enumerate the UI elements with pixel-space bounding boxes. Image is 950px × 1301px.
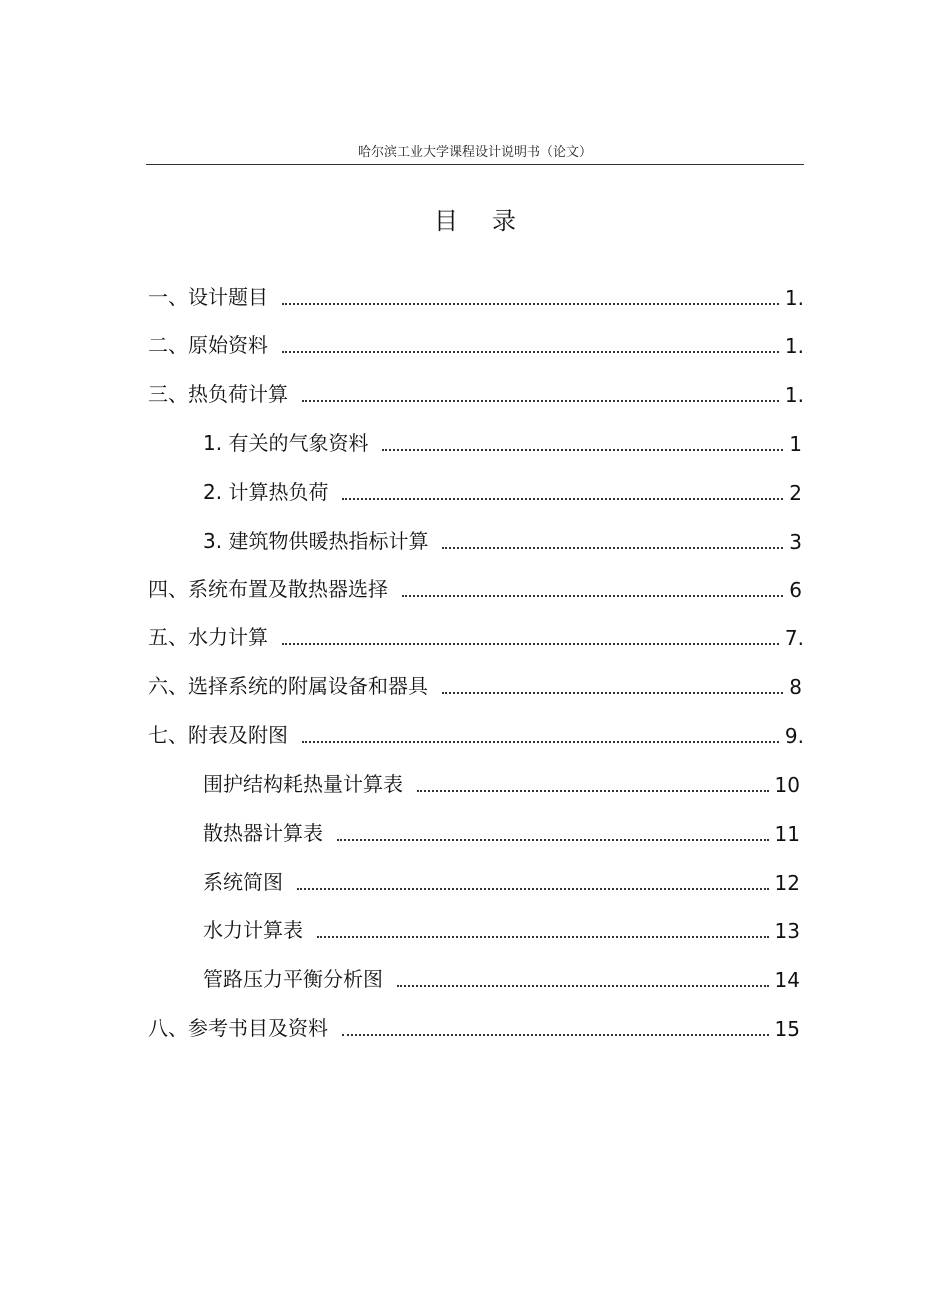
toc-entry-label: 七、附表及附图: [148, 723, 288, 747]
dot-leader: [397, 985, 769, 987]
toc-entry-page: 7.: [784, 626, 804, 650]
toc-entry[interactable]: [148, 718, 804, 748]
toc-entry-label: 六、选择系统的附属设备和器具: [148, 674, 428, 698]
toc-entry-page: 1.: [784, 286, 804, 310]
toc-entry[interactable]: [203, 524, 802, 554]
toc-entry-label: 3. 建筑物供暖热指标计算: [203, 529, 429, 553]
toc-entry[interactable]: [203, 913, 800, 943]
dot-leader: [342, 498, 783, 500]
toc-entry[interactable]: [203, 865, 800, 895]
toc-entry-page: 13: [774, 919, 800, 943]
dot-leader: [342, 1034, 769, 1036]
toc-entry-page: 8: [789, 675, 802, 699]
toc-entry-label: 水力计算表: [203, 918, 303, 942]
toc-entry[interactable]: [203, 426, 802, 456]
toc-entry-label: 2. 计算热负荷: [203, 480, 329, 504]
toc-entry-page: 11: [774, 822, 800, 846]
header-text: 哈尔滨工业大学课程设计说明书（论文）: [357, 145, 592, 160]
toc-entry-label: 三、热负荷计算: [148, 382, 288, 406]
toc-entry-page: 15: [774, 1017, 800, 1041]
toc-entry[interactable]: [203, 475, 802, 505]
toc-entry[interactable]: [203, 962, 800, 992]
toc-entry-page: 3: [789, 530, 802, 554]
toc-entry[interactable]: [203, 816, 800, 846]
toc-entry[interactable]: [148, 620, 804, 650]
dot-leader: [282, 303, 779, 305]
toc-entry[interactable]: [148, 1011, 800, 1041]
dot-leader: [282, 351, 779, 353]
toc-entry-label: 管路压力平衡分析图: [203, 967, 383, 991]
toc-entry-label: 系统简图: [203, 870, 283, 894]
toc-entry-label: 四、系统布置及散热器选择: [148, 577, 388, 601]
toc-entry-page: 1.: [784, 383, 804, 407]
toc-entry[interactable]: [148, 377, 804, 407]
toc-entry[interactable]: [203, 767, 800, 797]
toc-title: 目录: [434, 207, 550, 235]
toc-entry-page: 1.: [784, 334, 804, 358]
header-divider: [146, 164, 804, 165]
dot-leader: [442, 547, 783, 549]
toc-entry-label: 一、设计题目: [148, 285, 268, 309]
toc-entry-label: 1. 有关的气象资料: [203, 431, 369, 455]
toc-entry-page: 14: [774, 968, 800, 992]
toc-entry-page: 2: [789, 481, 802, 505]
toc-entry-label: 二、原始资料: [148, 333, 268, 357]
dot-leader: [337, 839, 769, 841]
toc-entry-label: 散热器计算表: [203, 821, 323, 845]
dot-leader: [417, 790, 769, 792]
toc-entry-page: 6: [789, 578, 802, 602]
toc-entry-label: 五、水力计算: [148, 625, 268, 649]
dot-leader: [302, 741, 779, 743]
dot-leader: [282, 643, 779, 645]
toc-entry[interactable]: [148, 669, 802, 699]
dot-leader: [302, 400, 779, 402]
toc-entry[interactable]: [148, 280, 804, 310]
toc-entry-label: 八、参考书目及资料: [148, 1016, 328, 1040]
toc-entry[interactable]: [148, 572, 802, 602]
toc-entry-label: 围护结构耗热量计算表: [203, 772, 403, 796]
toc-entry[interactable]: [148, 328, 804, 358]
dot-leader: [297, 888, 769, 890]
toc-entry-page: 12: [774, 871, 800, 895]
toc-entry-page: 9.: [784, 724, 804, 748]
dot-leader: [442, 692, 783, 694]
toc-entry-page: 10: [774, 773, 800, 797]
dot-leader: [382, 449, 783, 451]
toc-entry-page: 1: [789, 432, 802, 456]
dot-leader: [402, 595, 783, 597]
dot-leader: [317, 936, 769, 938]
